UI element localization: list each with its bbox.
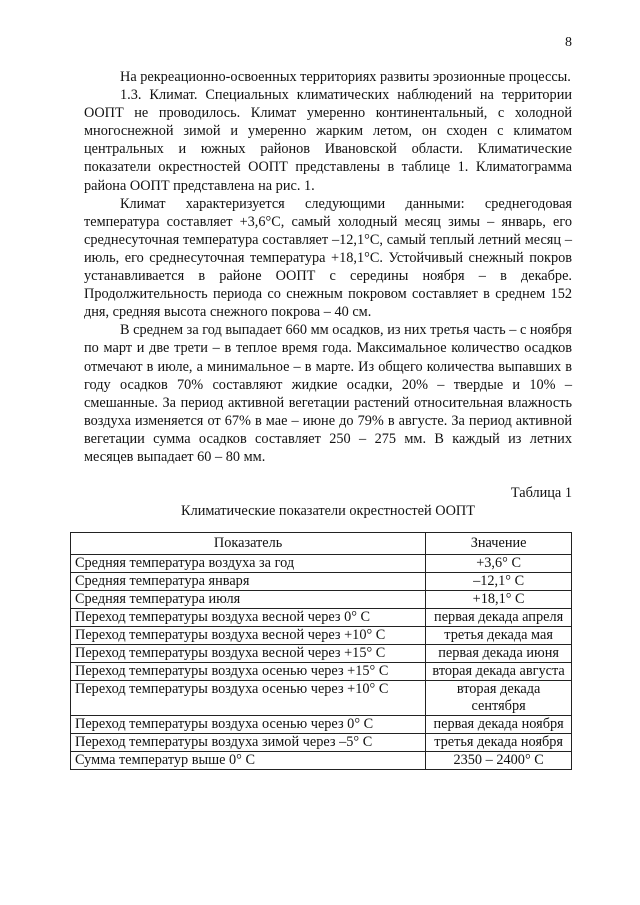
page-number: 8 (565, 35, 572, 50)
table-row (71, 663, 572, 681)
row-label: Переход температуры воздуха осенью через +15° С (71, 663, 426, 681)
row-label: Переход температуры воздуха зимой через –5° С (71, 734, 426, 752)
row-label: Переход температуры воздуха весной через +15° С (71, 645, 426, 663)
table-row (71, 573, 572, 591)
row-label: Переход температуры воздуха весной через +10° С (71, 627, 426, 645)
row-value: третья декада ноября (426, 734, 572, 752)
row-label: Средняя температура воздуха за год (71, 555, 426, 573)
table-row (71, 681, 572, 716)
paragraph-erosion: На рекреационно-освоенных территориях развиты эрозионные процессы. (120, 69, 571, 85)
paragraph-climate-intro: 1.3. Климат. Специальных климатических наблюдений на территории ООПТ не проводилось. Климат умеренно континентальный, с холодной многоснежной зимой и умеренно жарким летом, он сходен с климатом центральных и южных районов Ивановской области. Климатические показатели окрестностей ООПТ представлены в таблице 1. Климатограмма района ООПТ представлена на рис. 1. (84, 87, 572, 194)
climate-table (70, 532, 572, 770)
row-label: Переход температуры воздуха весной через 0° С (71, 609, 426, 627)
header-indicator: Показатель (71, 533, 426, 555)
row-value: +3,6° С (426, 555, 572, 573)
table-row (71, 555, 572, 573)
table-row (71, 716, 572, 734)
row-label: Переход температуры воздуха осенью через +10° С (71, 681, 426, 716)
row-value: 2350 – 2400° С (426, 752, 572, 770)
row-label: Сумма температур выше 0° С (71, 752, 426, 770)
document-body (84, 68, 572, 466)
table-title: Климатические показатели окрестностей ООПТ (181, 503, 475, 519)
table-row (71, 591, 572, 609)
table-row (71, 752, 572, 770)
row-label: Переход температуры воздуха осенью через 0° С (71, 716, 426, 734)
row-value: первая декада апреля (426, 609, 572, 627)
table-row (71, 734, 572, 752)
row-value: –12,1° С (426, 573, 572, 591)
row-label: Средняя температура января (71, 573, 426, 591)
row-value: +18,1° С (426, 591, 572, 609)
table-row (71, 627, 572, 645)
table-caption: Таблица 1 (510, 485, 572, 501)
row-value: вторая декада сентября (426, 681, 572, 716)
table-row (71, 609, 572, 627)
table-row (71, 645, 572, 663)
table-header-row (71, 533, 572, 555)
paragraph-precipitation: В среднем за год выпадает 660 мм осадков, из них третья часть – с ноября по март и две трети – в теплое время года. Максимальное количество осадков отмечают в июле, а минимальное – в марте. Из общего количества выпавших в году осадков 70% составляют жидкие осадки, 20% – твердые и 10% – смешанные. За период активной вегетации растений относительная влажность воздуха изменяется от 67% в мае – июне до 79% в августе. За период активной вегетации сумма осадков составляет 250 – 275 мм. В каждый из летних месяцев выпадает 60 – 80 мм. (84, 322, 572, 465)
row-value: первая декада июня (426, 645, 572, 663)
row-value: третья декада мая (426, 627, 572, 645)
row-value: вторая декада августа (426, 663, 572, 681)
header-value: Значение (426, 533, 572, 555)
row-value: первая декада ноября (426, 716, 572, 734)
row-label: Средняя температура июля (71, 591, 426, 609)
paragraph-climate-data: Климат характеризуется следующими данными: среднегодовая температура составляет +3,6°С, самый холодный месяц зимы – январь, его среднесуточная температура составляет –12,1°С, самый теплый летний месяц – июль, его среднесуточная температура +18,1°С. Устойчивый снежный покров устанавливается в районе ООПТ с середины ноября – в декабре. Продолжительность периода со снежным покровом составляет в среднем 152 дня, средняя высота снежного покрова – 40 см. (84, 195, 572, 321)
